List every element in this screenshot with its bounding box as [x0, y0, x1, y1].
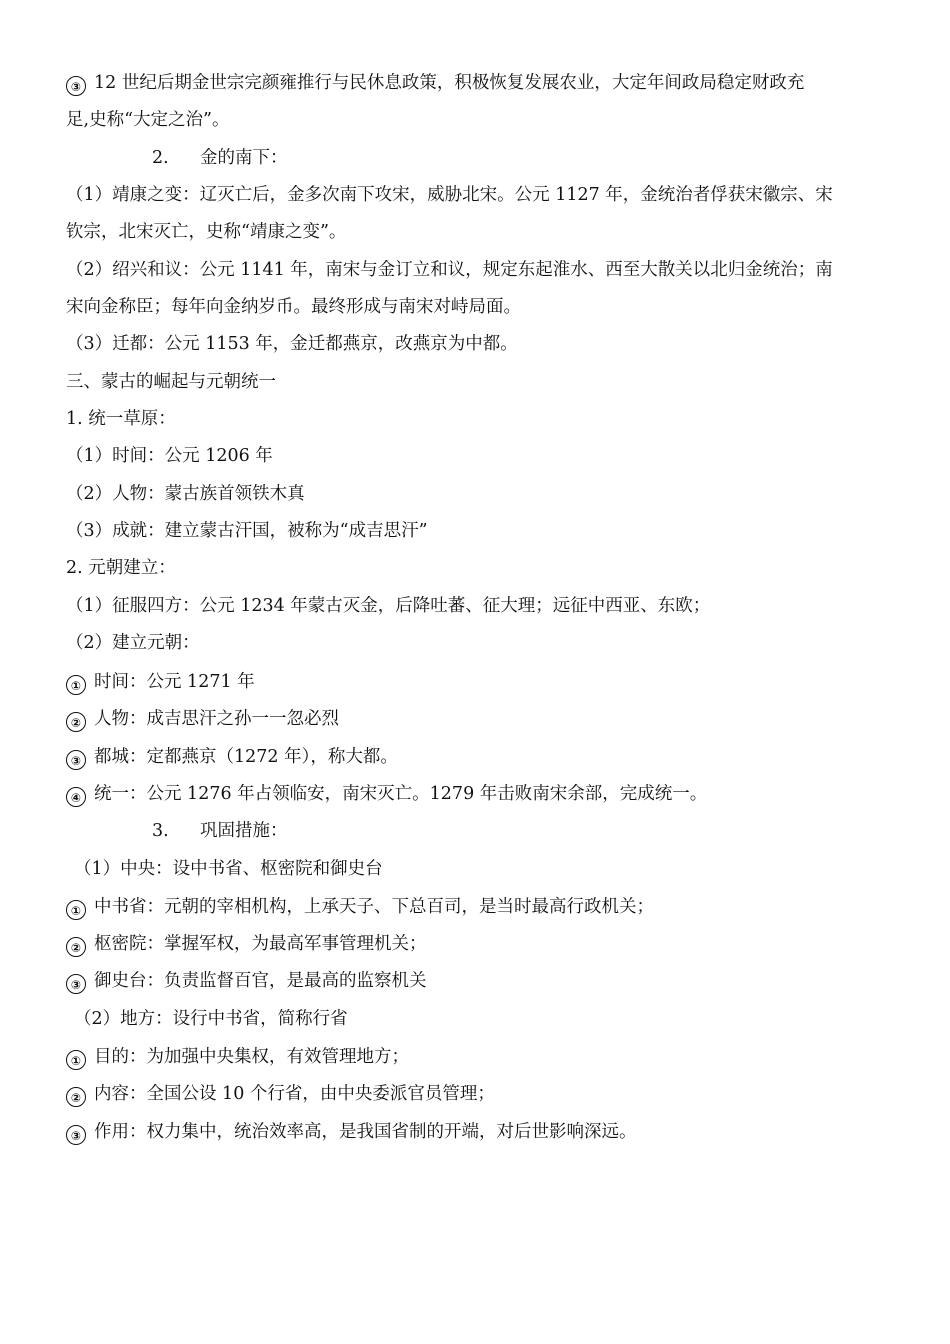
circled-number-marker: ③: [66, 750, 86, 770]
line-text: 统一：公元 1276 年占领临安，南宋灭亡。1279 年击败南宋余部，完成统一。: [94, 784, 708, 804]
paragraph-line: [74, 857, 383, 881]
paragraph-line: [66, 258, 833, 282]
line-text: （2）人物：蒙古族首领铁木真: [66, 484, 305, 504]
line-text: （3）迁都：公元 1153 年，金迁都燕京，改燕京为中都。: [66, 334, 518, 354]
circled-number-marker: ②: [66, 937, 86, 957]
circled-number-marker: ①: [66, 900, 86, 920]
line-text: 人物：成吉思汗之孙一一忽必烈: [94, 709, 339, 729]
paragraph-line: [66, 108, 229, 132]
section-heading: [66, 370, 276, 394]
line-text: 12 世纪后期金世宗完颜雍推行与民休息政策，积极恢复发展农业，大定年间政局稳定财政充: [94, 73, 805, 93]
heading-number: 3.: [152, 821, 169, 841]
line-text: （1）靖康之变：辽灭亡后，金多次南下攻宋，威胁北宋。公元 1127 年，金统治者俘获宋徽宗、宋: [66, 185, 833, 205]
list-item: [66, 707, 339, 732]
line-text: 三、蒙古的崛起与元朝统一: [66, 372, 276, 392]
paragraph-line: [66, 444, 273, 468]
line-text: （1）中央：设中书省、枢密院和御史台: [74, 859, 383, 879]
line-text: 枢密院：掌握军权，为最高军事管理机关；: [94, 934, 427, 954]
paragraph-line: [66, 183, 833, 207]
list-item: [66, 1082, 495, 1107]
list-item: [66, 1045, 409, 1070]
line-text: 目的：为加强中央集权，有效管理地方；: [94, 1047, 409, 1067]
heading-number: 2.: [152, 148, 169, 168]
paragraph-line: [74, 1007, 348, 1031]
circled-number-marker: ②: [66, 712, 86, 732]
list-item: [66, 932, 427, 957]
heading-text: 金的南下：: [200, 148, 288, 168]
subsection-heading: [66, 407, 176, 431]
subsection-heading: [152, 146, 288, 170]
line-text: 2. 元朝建立：: [66, 558, 176, 578]
line-text: 足,史称“大定之治”。: [66, 110, 230, 130]
line-text: 时间：公元 1271 年: [94, 672, 255, 692]
line-text: 内容：全国公设 10 个行省，由中央委派官员管理；: [94, 1084, 495, 1104]
paragraph-line: [66, 71, 804, 96]
list-item: [66, 782, 707, 807]
line-text: 1. 统一草原：: [66, 409, 176, 429]
list-item: [66, 745, 398, 770]
paragraph-line: [66, 482, 305, 506]
paragraph-line: [66, 594, 710, 618]
line-text: （2）地方：设行中书省，简称行省: [74, 1009, 348, 1029]
paragraph-line: [66, 519, 428, 543]
circled-number-marker: ③: [66, 1125, 86, 1145]
line-text: （3）成就：建立蒙古汗国，被称为“成吉思汗”: [66, 521, 428, 541]
heading-text: 巩固措施：: [200, 821, 288, 841]
line-text: 御史台：负责监督百官，是最高的监察机关: [94, 971, 427, 991]
list-item: [66, 1120, 637, 1145]
paragraph-line: [66, 295, 521, 319]
list-item: [66, 969, 427, 994]
line-text: （2）建立元朝：: [66, 633, 200, 653]
circled-number-marker: ④: [66, 787, 86, 807]
line-text: 都城：定都燕京（1272 年），称大都。: [94, 747, 398, 767]
list-item: [66, 670, 255, 695]
subsection-heading: [152, 819, 288, 843]
circled-number-marker: ②: [66, 1087, 86, 1107]
circled-number-marker: ③: [66, 974, 86, 994]
line-text: （2）绍兴和议：公元 1141 年，南宋与金订立和议，规定东起淮水、西至大散关以北归金统治；南: [66, 260, 833, 280]
paragraph-line: [66, 332, 518, 356]
line-text: 作用：权力集中，统治效率高，是我国省制的开端，对后世影响深远。: [94, 1122, 637, 1142]
circled-number-marker: ③: [66, 76, 86, 96]
line-text: 中书省：元朝的宰相机构，上承天子、下总百司，是当时最高行政机关；: [94, 897, 654, 917]
circled-number-marker: ①: [66, 1050, 86, 1070]
list-item: [66, 895, 654, 920]
paragraph-line: [66, 220, 346, 244]
subsection-heading: [66, 556, 176, 580]
line-text: 钦宗，北宋灭亡，史称“靖康之变”。: [66, 222, 347, 242]
line-text: 宋向金称臣；每年向金纳岁币。最终形成与南宋对峙局面。: [66, 297, 521, 317]
line-text: （1）征服四方：公元 1234 年蒙古灭金，后降吐蕃、征大理；远征中西亚、东欧；: [66, 596, 711, 616]
paragraph-line: [66, 631, 200, 655]
circled-number-marker: ①: [66, 675, 86, 695]
line-text: （1）时间：公元 1206 年: [66, 446, 273, 466]
